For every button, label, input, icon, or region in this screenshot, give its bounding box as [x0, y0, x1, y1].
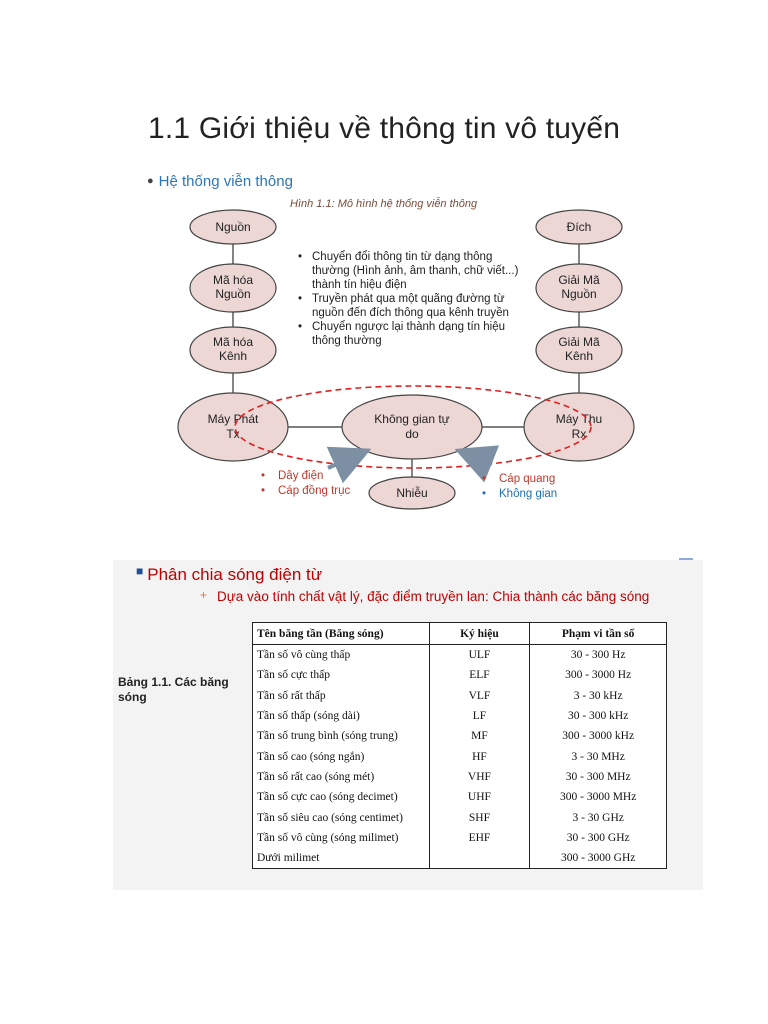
band-symbol-cell — [429, 848, 530, 869]
node-destination-label: Đích — [566, 220, 592, 234]
table-row — [253, 665, 667, 685]
table-row — [253, 787, 667, 807]
band-name-cell: Tần số rất cao (sóng mét) — [253, 767, 430, 787]
band-range-cell: 30 - 300 Hz — [530, 645, 667, 666]
band-range-cell: 30 - 300 MHz — [530, 767, 667, 787]
column-header: Phạm vi tần số — [530, 623, 667, 645]
note-item: • Chuyển ngược lại thành dạng tín hiệu thông thường — [296, 320, 526, 348]
band-name-cell: Tần số trung bình (sóng trung) — [253, 726, 430, 746]
process-notes — [296, 250, 526, 348]
node-receiver — [524, 393, 634, 461]
node-source-decoding-label-1: Giải Mã — [558, 273, 600, 287]
band-range-cell: 30 - 300 GHz — [530, 828, 667, 848]
wired-media-item: • Dây điện — [258, 469, 350, 484]
band-symbol-cell: VHF — [429, 767, 530, 787]
wireless-media-arrow-icon — [462, 452, 492, 464]
node-channel-coding — [190, 327, 276, 373]
table-header-row — [253, 623, 667, 645]
node-source-coding — [190, 264, 276, 312]
square-bullet-icon: ■ — [136, 564, 144, 578]
table-row — [253, 706, 667, 726]
band-symbol-cell: SHF — [429, 807, 530, 827]
bullet-icon: ● — [147, 175, 154, 187]
node-receiver-label-1: Máy Thu — [555, 412, 603, 426]
table-row — [253, 807, 667, 827]
band-range-cell: 300 - 3000 kHz — [530, 726, 667, 746]
table-row — [253, 828, 667, 848]
node-source-decoding — [536, 264, 622, 312]
node-transmitter-label-1: Máy Phát — [207, 412, 259, 426]
band-name-cell: Tần số siêu cao (sóng centimet) — [253, 807, 430, 827]
node-channel-decoding — [536, 327, 622, 373]
note-item: • Truyền phát qua một quãng đường từ nguồn đến đích thông qua kênh truyền — [296, 292, 526, 320]
page-title: 1.1 Giới thiệu về thông tin vô tuyến — [148, 112, 621, 145]
node-channel-coding-label-2: Kênh — [218, 349, 248, 363]
section-heading-em-text: Phân chia sóng điện từ — [147, 565, 323, 584]
node-transmitter — [178, 393, 288, 461]
band-name-cell: Tần số rất thấp — [253, 686, 430, 706]
band-symbol-cell: HF — [429, 746, 530, 766]
band-name-cell: Tần số cao (sóng ngắn) — [253, 746, 430, 766]
node-source-coding-label-2: Nguồn — [215, 287, 251, 301]
band-range-cell: 30 - 300 kHz — [530, 706, 667, 726]
panel-corner-mark — [679, 558, 693, 566]
band-symbol-cell: UHF — [429, 787, 530, 807]
section-heading-em-waves — [136, 564, 322, 585]
table-row — [253, 848, 667, 869]
node-free-space — [342, 395, 482, 459]
band-name-cell: Tần số vô cùng thấp — [253, 645, 430, 666]
band-range-cell: 3 - 30 GHz — [530, 807, 667, 827]
band-name-cell: Tần số thấp (sóng dài) — [253, 706, 430, 726]
plus-bullet-icon: + — [200, 588, 208, 602]
node-noise — [369, 477, 455, 509]
band-symbol-cell: ELF — [429, 665, 530, 685]
band-range-cell: 300 - 3000 MHz — [530, 787, 667, 807]
node-source — [190, 210, 276, 244]
column-header: Tên băng tần (Băng sóng) — [253, 623, 430, 645]
band-symbol-cell: MF — [429, 726, 530, 746]
band-symbol-cell: ULF — [429, 645, 530, 666]
band-range-cell: 3 - 30 kHz — [530, 686, 667, 706]
band-symbol-cell: EHF — [429, 828, 530, 848]
band-name-cell: Tần số cực cao (sóng decimet) — [253, 787, 430, 807]
node-channel-decoding-label-1: Giải Mã — [558, 335, 600, 349]
table-row — [253, 686, 667, 706]
other-media-item: • Không gian — [479, 487, 557, 502]
table-caption: Bảng 1.1. Các băng sóng — [118, 675, 229, 704]
table-row — [253, 726, 667, 746]
column-header: Ký hiệu — [429, 623, 530, 645]
band-symbol-cell: VLF — [429, 686, 530, 706]
node-channel-decoding-label-2: Kênh — [564, 349, 594, 363]
band-range-cell: 300 - 3000 GHz — [530, 848, 667, 869]
band-name-cell: Tần số vô cùng (sóng milimet) — [253, 828, 430, 848]
node-channel-coding-label-1: Mã hóa — [212, 335, 254, 349]
wired-media-list — [258, 469, 350, 499]
note-item: • Chuyển đổi thông tin từ dạng thông thường (Hình ảnh, âm thanh, chữ viết...) thành tín hiệu điện — [296, 250, 526, 292]
band-name-cell: Dưới milimet — [253, 848, 430, 869]
node-free-space-label-1: Không gian tự — [374, 412, 450, 426]
table-row — [253, 645, 667, 666]
band-name-cell: Tần số cực thấp — [253, 665, 430, 685]
node-source-coding-label-1: Mã hóa — [212, 273, 254, 287]
band-range-cell: 300 - 3000 Hz — [530, 665, 667, 685]
figure-caption: Hình 1.1: Mô hình hệ thống viễn thông — [290, 198, 478, 210]
other-media-item: • Cáp quang — [479, 472, 557, 487]
node-source-label: Nguồn — [215, 220, 251, 234]
node-receiver-label-2: Rx — [571, 427, 587, 441]
node-transmitter-label-2: Tx — [226, 427, 240, 441]
node-free-space-label-2: do — [405, 427, 419, 441]
node-noise-label: Nhiễu — [396, 486, 428, 500]
section-heading-text: Hệ thống viễn thông — [158, 173, 293, 190]
table-row — [253, 746, 667, 766]
other-media-list — [479, 472, 557, 502]
section-subheading-text: Dựa vào tính chất vật lý, đặc điểm truyền lan: Chia thành các băng sóng — [217, 589, 650, 604]
node-source-decoding-label-2: Nguồn — [561, 287, 597, 301]
band-range-cell: 3 - 30 MHz — [530, 746, 667, 766]
wired-media-item: • Cáp đồng trục — [258, 484, 350, 499]
band-symbol-cell: LF — [429, 706, 530, 726]
frequency-bands-table — [252, 622, 667, 869]
node-destination — [536, 210, 622, 244]
section-subheading — [200, 588, 649, 604]
table-row — [253, 767, 667, 787]
